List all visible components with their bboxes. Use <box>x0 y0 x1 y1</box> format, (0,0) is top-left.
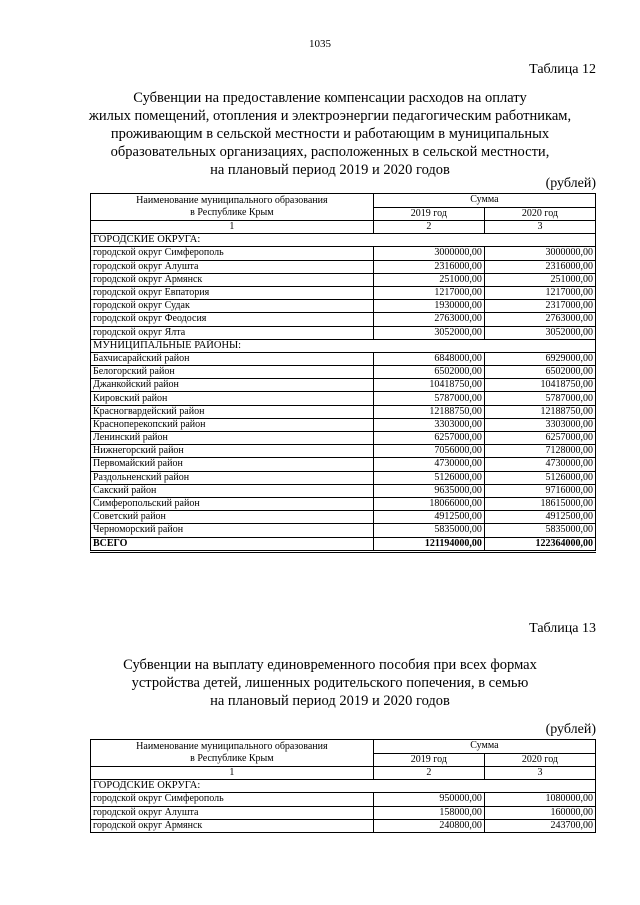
header-sum: Сумма <box>373 740 595 754</box>
row-value-2020: 5835000,00 <box>484 524 595 537</box>
row-name: городской округ Симферополь <box>91 793 374 806</box>
row-value-2019: 12188750,00 <box>373 405 484 418</box>
table-row <box>91 497 596 510</box>
table12-title <box>80 89 580 179</box>
table-row <box>91 273 596 286</box>
total-row <box>91 537 596 551</box>
row-name: городской округ Евпатория <box>91 286 374 299</box>
row-name: Белогорский район <box>91 366 374 379</box>
row-value-2020: 1080000,00 <box>484 793 595 806</box>
table-row <box>91 819 596 832</box>
header-num-3: 3 <box>484 767 595 780</box>
row-value-2020: 2763000,00 <box>484 313 595 326</box>
title-line: Субвенции на предоставление компенсации расходов на оплату <box>133 90 527 106</box>
row-value-2019: 3052000,00 <box>373 326 484 339</box>
header-2020: 2020 год <box>484 207 595 221</box>
row-value-2020: 243700,00 <box>484 819 595 832</box>
section-header: ГОРОДСКИЕ ОКРУГА: <box>91 780 596 793</box>
table13-title <box>80 656 580 710</box>
table12-label: Таблица 12 <box>529 62 596 77</box>
row-value-2020: 6929000,00 <box>484 352 595 365</box>
header-name <box>91 740 374 767</box>
table-row <box>91 445 596 458</box>
table-row <box>91 366 596 379</box>
row-name: Симферопольский район <box>91 497 374 510</box>
row-value-2019: 10418750,00 <box>373 379 484 392</box>
table13-label: Таблица 13 <box>529 621 596 636</box>
table-row <box>91 326 596 339</box>
row-value-2019: 950000,00 <box>373 793 484 806</box>
total-2019: 121194000,00 <box>373 537 484 551</box>
table-row <box>91 511 596 524</box>
table-row <box>91 286 596 299</box>
table-row <box>91 806 596 819</box>
header-num-2: 2 <box>373 221 484 234</box>
table-row <box>91 300 596 313</box>
row-value-2019: 6848000,00 <box>373 352 484 365</box>
table-row <box>91 793 596 806</box>
row-value-2019: 240800,00 <box>373 819 484 832</box>
table-row <box>91 379 596 392</box>
row-value-2019: 1217000,00 <box>373 286 484 299</box>
row-name: городской округ Ялта <box>91 326 374 339</box>
row-value-2020: 1217000,00 <box>484 286 595 299</box>
row-value-2019: 2763000,00 <box>373 313 484 326</box>
table-row <box>91 247 596 260</box>
header-num-3: 3 <box>484 221 595 234</box>
row-value-2019: 3303000,00 <box>373 418 484 431</box>
row-name: Ленинский район <box>91 432 374 445</box>
row-value-2019: 5787000,00 <box>373 392 484 405</box>
row-name: городской округ Алушта <box>91 260 374 273</box>
row-value-2020: 2316000,00 <box>484 260 595 273</box>
row-name: городской округ Армянск <box>91 819 374 832</box>
row-name: Красноперекопский район <box>91 418 374 431</box>
row-value-2019: 5835000,00 <box>373 524 484 537</box>
table-row <box>91 432 596 445</box>
row-value-2019: 158000,00 <box>373 806 484 819</box>
header-name-line2: в Республике Крым <box>190 207 274 218</box>
table12-units: (рублей) <box>545 176 596 191</box>
table-row <box>91 313 596 326</box>
row-value-2020: 251000,00 <box>484 273 595 286</box>
title-line: на плановый период 2019 и 2020 годов <box>210 693 450 709</box>
row-value-2019: 6257000,00 <box>373 432 484 445</box>
table13 <box>90 739 596 833</box>
row-value-2020: 6502000,00 <box>484 366 595 379</box>
row-value-2020: 4730000,00 <box>484 458 595 471</box>
row-name: Черноморский район <box>91 524 374 537</box>
table12 <box>90 193 596 553</box>
table-row <box>91 458 596 471</box>
row-value-2019: 5126000,00 <box>373 471 484 484</box>
row-value-2019: 3000000,00 <box>373 247 484 260</box>
row-name: Джанкойский район <box>91 379 374 392</box>
row-value-2019: 4912500,00 <box>373 511 484 524</box>
title-line: жилых помещений, отопления и электроэнергии педагогическим работникам, <box>88 108 572 124</box>
row-name: городской округ Армянск <box>91 273 374 286</box>
row-value-2019: 251000,00 <box>373 273 484 286</box>
row-value-2020: 3052000,00 <box>484 326 595 339</box>
header-2019: 2019 год <box>373 753 484 767</box>
row-value-2019: 18066000,00 <box>373 497 484 510</box>
header-name-line1: Наименование муниципального образования <box>136 195 328 206</box>
title-line: на плановый период 2019 и 2020 годов <box>210 162 450 178</box>
total-2020: 122364000,00 <box>484 537 595 551</box>
row-name: городской округ Судак <box>91 300 374 313</box>
row-name: Первомайский район <box>91 458 374 471</box>
row-value-2020: 18615000,00 <box>484 497 595 510</box>
table-row <box>91 418 596 431</box>
table-row <box>91 471 596 484</box>
section-header: МУНИЦИПАЛЬНЫЕ РАЙОНЫ: <box>91 339 596 352</box>
row-name: городской округ Феодосия <box>91 313 374 326</box>
row-value-2019: 1930000,00 <box>373 300 484 313</box>
row-name: Раздольненский район <box>91 471 374 484</box>
row-name: Нижнегорский район <box>91 445 374 458</box>
row-value-2020: 4912500,00 <box>484 511 595 524</box>
header-2019: 2019 год <box>373 207 484 221</box>
row-name: Кировский район <box>91 392 374 405</box>
header-name-line1: Наименование муниципального образования <box>136 741 328 752</box>
row-name: городской округ Алушта <box>91 806 374 819</box>
header-name-line2: в Республике Крым <box>190 753 274 764</box>
header-num-1: 1 <box>91 767 374 780</box>
row-name: Бахчисарайский район <box>91 352 374 365</box>
row-value-2020: 5126000,00 <box>484 471 595 484</box>
row-value-2020: 7128000,00 <box>484 445 595 458</box>
table-row <box>91 260 596 273</box>
title-line: проживающим в сельской местности и работающим в муниципальных <box>110 126 550 142</box>
row-name: Красногвардейский район <box>91 405 374 418</box>
title-line: устройства детей, лишенных родительского попечения, в семью <box>131 675 529 691</box>
page-number: 1035 <box>309 38 331 50</box>
row-value-2019: 7056000,00 <box>373 445 484 458</box>
table-row <box>91 524 596 537</box>
title-line: образовательных организациях, расположенных в сельской местности, <box>110 144 550 160</box>
total-label: ВСЕГО <box>91 537 374 551</box>
title-line: Субвенции на выплату единовременного пособия при всех формах <box>123 657 537 673</box>
row-value-2019: 2316000,00 <box>373 260 484 273</box>
row-value-2019: 4730000,00 <box>373 458 484 471</box>
header-num-1: 1 <box>91 221 374 234</box>
row-name: Советский район <box>91 511 374 524</box>
row-value-2020: 3000000,00 <box>484 247 595 260</box>
header-name <box>91 194 374 221</box>
table-row <box>91 405 596 418</box>
header-num-2: 2 <box>373 767 484 780</box>
row-value-2020: 3303000,00 <box>484 418 595 431</box>
table13-units: (рублей) <box>545 722 596 737</box>
row-name: Сакский район <box>91 484 374 497</box>
header-2020: 2020 год <box>484 753 595 767</box>
row-value-2019: 6502000,00 <box>373 366 484 379</box>
table-row <box>91 352 596 365</box>
row-value-2020: 10418750,00 <box>484 379 595 392</box>
row-value-2019: 9635000,00 <box>373 484 484 497</box>
row-name: городской округ Симферополь <box>91 247 374 260</box>
table-row <box>91 484 596 497</box>
row-value-2020: 2317000,00 <box>484 300 595 313</box>
row-value-2020: 12188750,00 <box>484 405 595 418</box>
row-value-2020: 5787000,00 <box>484 392 595 405</box>
row-value-2020: 160000,00 <box>484 806 595 819</box>
row-value-2020: 9716000,00 <box>484 484 595 497</box>
header-sum: Сумма <box>373 194 595 208</box>
table-row <box>91 392 596 405</box>
section-header: ГОРОДСКИЕ ОКРУГА: <box>91 234 596 247</box>
row-value-2020: 6257000,00 <box>484 432 595 445</box>
